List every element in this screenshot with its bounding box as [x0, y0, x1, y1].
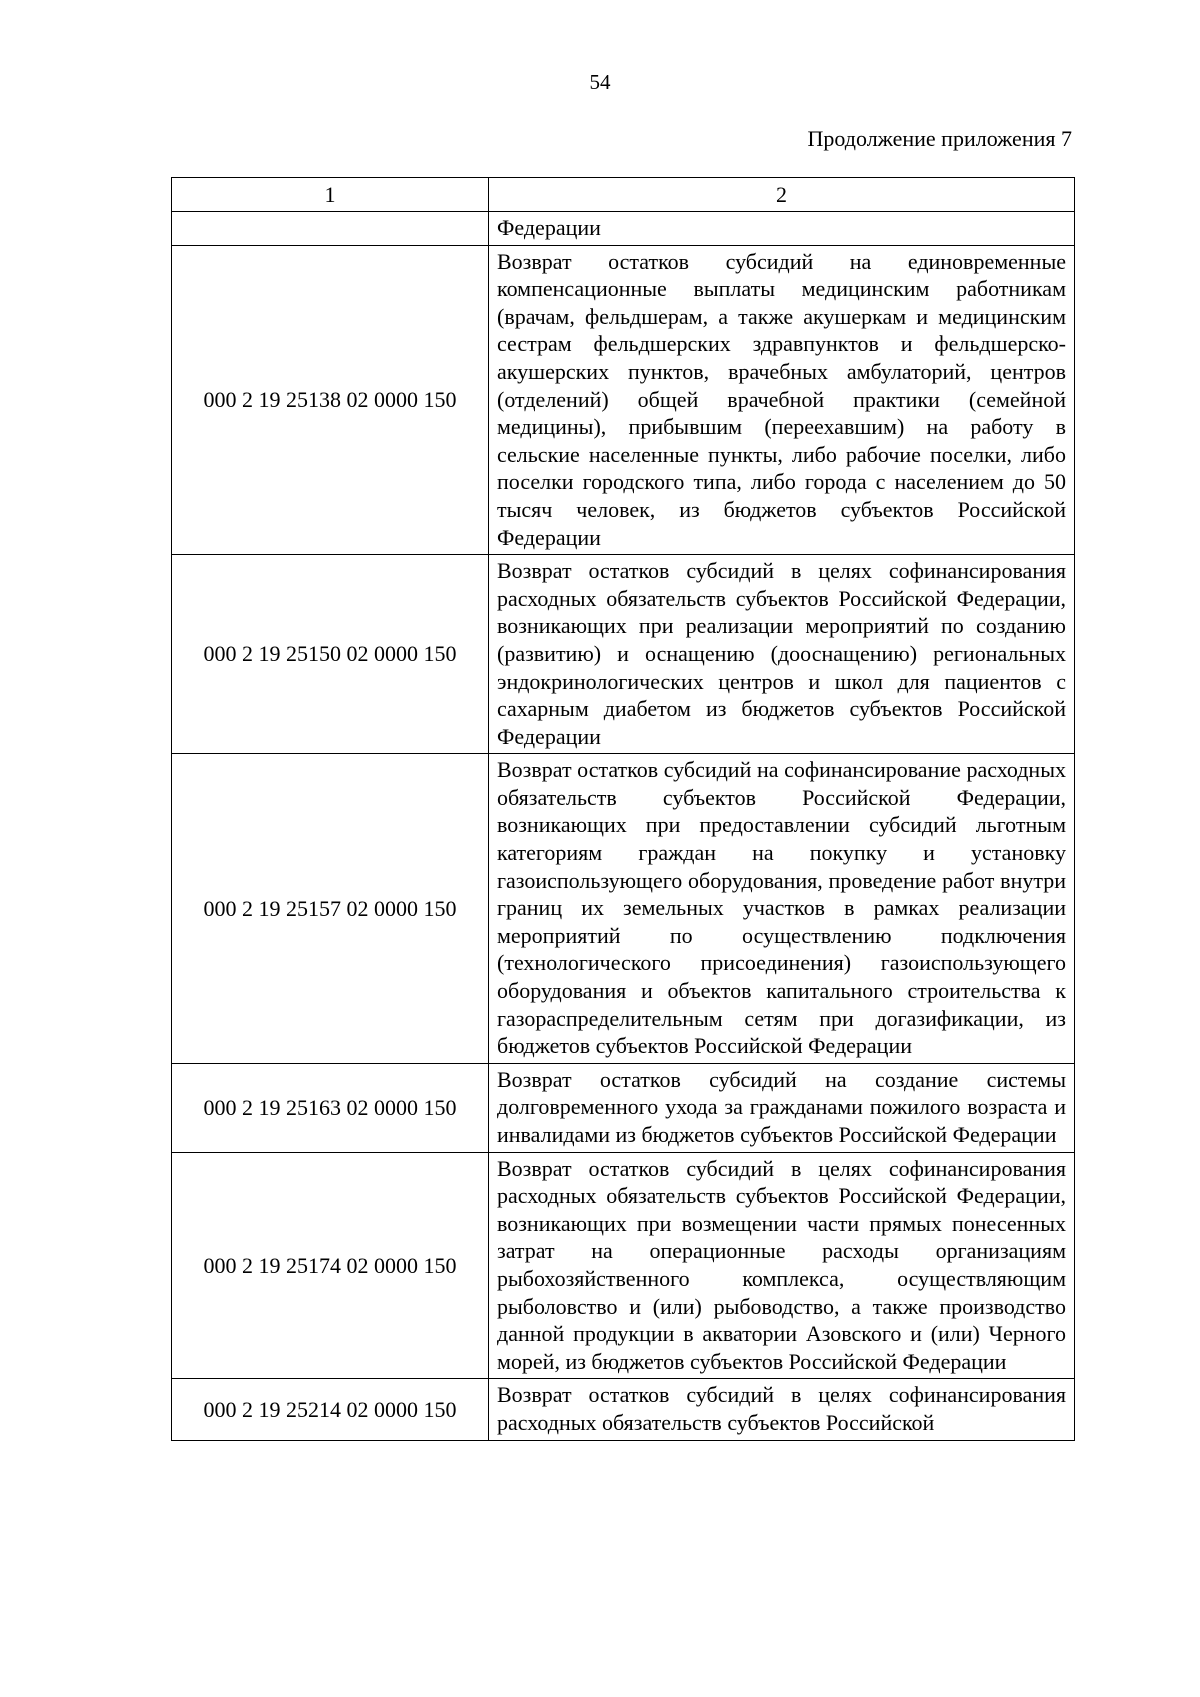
table-row [172, 754, 1075, 1064]
row-description: Возврат остатков субсидий на софинансирование расходных обязательств субъектов Российской Федерации, возникающих при предоставлении субсидий льготным категориям граждан на покупку и установку газоиспользующего оборудования, проведение работ внутри границ их земельных участков в рамках реализации мероприятий по осуществлению подключения (технологического присоединения) газоиспользующего оборудования и объектов капитального строительства к газораспределительным сетям при догазификации, из бюджетов субъектов Российской Федерации [489, 754, 1075, 1064]
row-code: 000 2 19 25157 02 0000 150 [172, 754, 489, 1064]
table-row [172, 1063, 1075, 1152]
row-description: Возврат остатков субсидий на создание системы долговременного ухода за гражданами пожилого возраста и инвалидами из бюджетов субъектов Российской Федерации [489, 1063, 1075, 1152]
table-row [172, 245, 1075, 555]
column-header-2: 2 [489, 178, 1075, 212]
row-description: Возврат остатков субсидий в целях софинансирования расходных обязательств субъектов Российской [489, 1379, 1075, 1440]
table-row [172, 555, 1075, 754]
row-code: 000 2 19 25138 02 0000 150 [172, 245, 489, 555]
row-code: 000 2 19 25150 02 0000 150 [172, 555, 489, 754]
continuation-label: Продолжение приложения 7 [807, 126, 1072, 151]
table-row [172, 1152, 1075, 1379]
budget-codes-table [171, 177, 1075, 1441]
row-code: 000 2 19 25214 02 0000 150 [172, 1379, 489, 1440]
table-header-row [172, 178, 1075, 212]
row-description: Возврат остатков субсидий в целях софинансирования расходных обязательств субъектов Российской Федерации, возникающих при реализации мероприятий по созданию (развитию) и оснащению (дооснащению) региональных эндокринологических центров и школ для пациентов с сахарным диабетом из бюджетов субъектов Российской Федерации [489, 555, 1075, 754]
row-description: Федерации [489, 212, 1075, 246]
row-code: 000 2 19 25163 02 0000 150 [172, 1063, 489, 1152]
row-description: Возврат остатков субсидий в целях софинансирования расходных обязательств субъектов Российской Федерации, возникающих при возмещении части прямых понесенных затрат на операционные расходы организациям рыбохозяйственного комплекса, осуществляющим рыболовство и (или) рыбоводство, а также производство данной продукции в акватории Азовского и (или) Черного морей, из бюджетов субъектов Российской Федерации [489, 1152, 1075, 1379]
row-code: 000 2 19 25174 02 0000 150 [172, 1152, 489, 1379]
row-code [172, 212, 489, 246]
column-header-1: 1 [172, 178, 489, 212]
table-row [172, 1379, 1075, 1440]
table-row [172, 212, 1075, 246]
page-number: 54 [589, 70, 611, 94]
row-description: Возврат остатков субсидий на единовременные компенсационные выплаты медицинским работникам (врачам, фельдшерам, а также акушеркам и медицинским сестрам фельдшерских здравпунктов и фельдшерско-акушерских пунктов, врачебных амбулаторий, центров (отделений) общей врачебной практики (семейной медицины), прибывшим (переехавшим) на работу в сельские населенные пункты, либо рабочие поселки, либо поселки городского типа, либо города с населением до 50 тысяч человек, из бюджетов субъектов Российской Федерации [489, 245, 1075, 555]
